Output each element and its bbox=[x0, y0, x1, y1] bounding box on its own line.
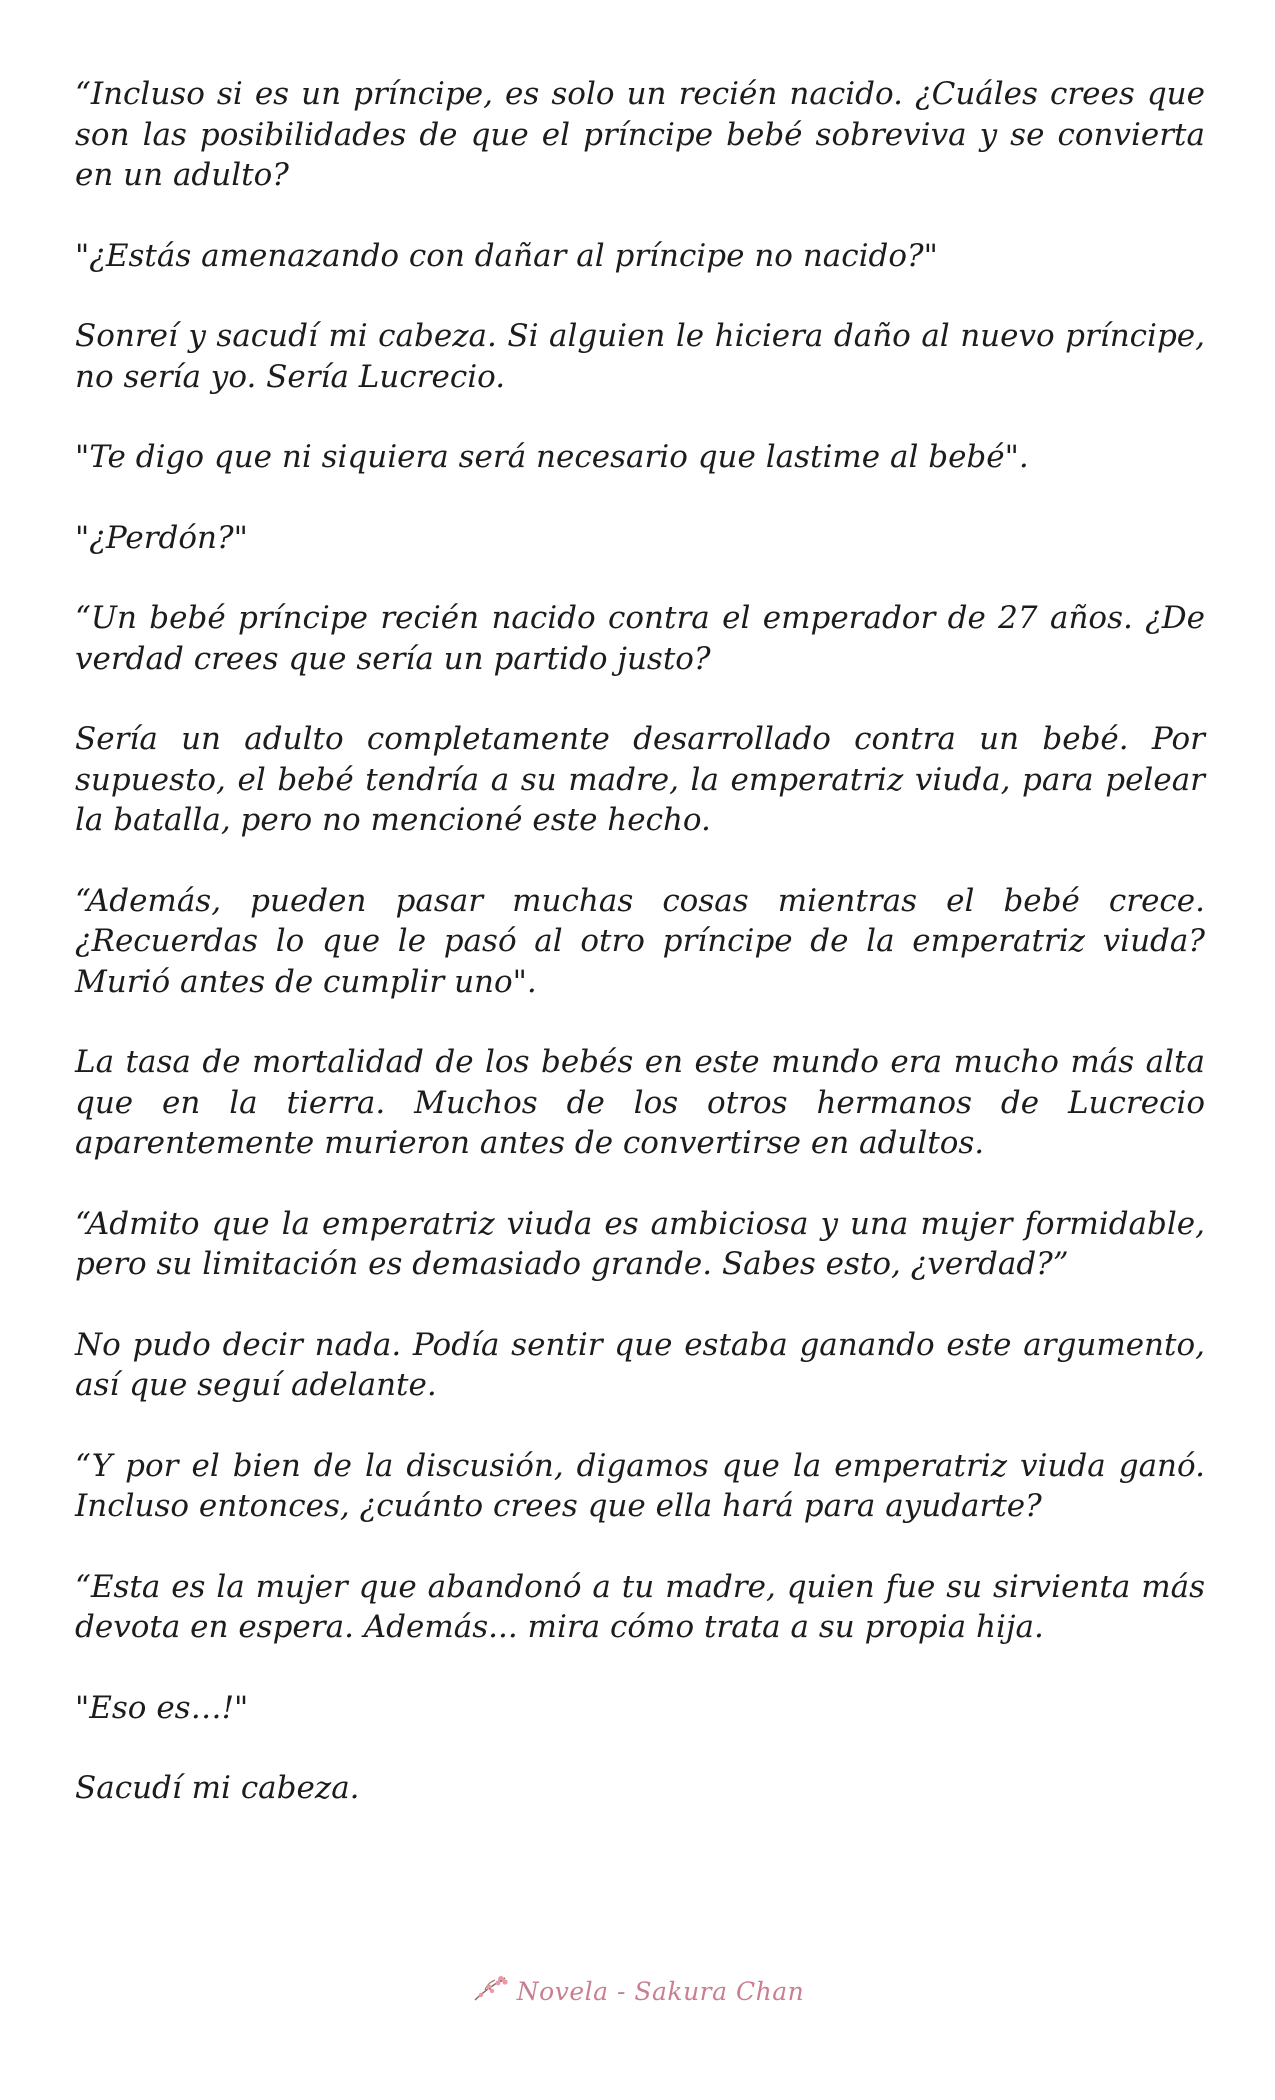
paragraph-7: Sería un adulto completamente desarrollado contra un bebé. Por supuesto, el bebé tendría a su madre, la emperatriz viuda, para pelear la batalla, pero no mencioné este hecho. bbox=[75, 721, 1205, 838]
chapter-text bbox=[75, 74, 1205, 1849]
paragraph-9: La tasa de mortalidad de los bebés en este mundo era mucho más alta que en la tierra. Muchos de los otros hermanos de Lucrecio aparentemente murieron antes de convertirse en adultos. bbox=[75, 1044, 1205, 1161]
paragraph-14: "Eso es…!" bbox=[75, 1689, 249, 1726]
paragraph-12: “Y por el bien de la discusión, digamos que la emperatriz viuda ganó. Incluso entonces, ¿cuánto crees que ella hará para ayudarte? bbox=[75, 1447, 1205, 1524]
paragraph-15: Sacudí mi cabeza. bbox=[75, 1770, 360, 1806]
paragraph-2: "¿Estás amenazando con dañar al príncipe no nacido?" bbox=[75, 237, 938, 274]
paragraph-4: "Te digo que ni siquiera será necesario que lastime al bebé". bbox=[75, 439, 1029, 475]
paragraph-8: “Además, pueden pasar muchas cosas mientras el bebé crece. ¿Recuerdas lo que le pasó al otro príncipe de la emperatriz viuda? Murió antes de cumplir uno". bbox=[75, 882, 1205, 1000]
paragraph-5: "¿Perdón?" bbox=[75, 519, 248, 556]
paragraph-13: “Esta es la mujer que abandonó a tu madre, quien fue su sirvienta más devota en espera. Además... mira cómo trata a su propia hija. bbox=[75, 1568, 1205, 1645]
paragraph-3: Sonreí y sacudí mi cabeza. Si alguien le hiciera daño al nuevo príncipe, no sería yo. Sería Lucrecio. bbox=[75, 318, 1205, 395]
footer-text: Novela - Sakura Chan bbox=[516, 1977, 805, 2006]
paragraph-6: “Un bebé príncipe recién nacido contra el emperador de 27 años. ¿De verdad crees que sería un partido justo? bbox=[75, 600, 1205, 677]
paragraph-10: “Admito que la emperatriz viuda es ambiciosa y una mujer formidable, pero su limitación es demasiado grande. Sabes esto, ¿verdad?” bbox=[75, 1205, 1205, 1282]
paragraph-1: “Incluso si es un príncipe, es solo un recién nacido. ¿Cuáles crees que son las posibilidades de que el príncipe bebé sobreviva y se convierta en un adulto? bbox=[75, 76, 1205, 193]
cherry-blossom-icon bbox=[471, 1970, 511, 2006]
footer-watermark bbox=[0, 1970, 1275, 2006]
paragraph-11: No pudo decir nada. Podía sentir que estaba ganando este argumento, así que seguí adelante. bbox=[75, 1326, 1205, 1403]
